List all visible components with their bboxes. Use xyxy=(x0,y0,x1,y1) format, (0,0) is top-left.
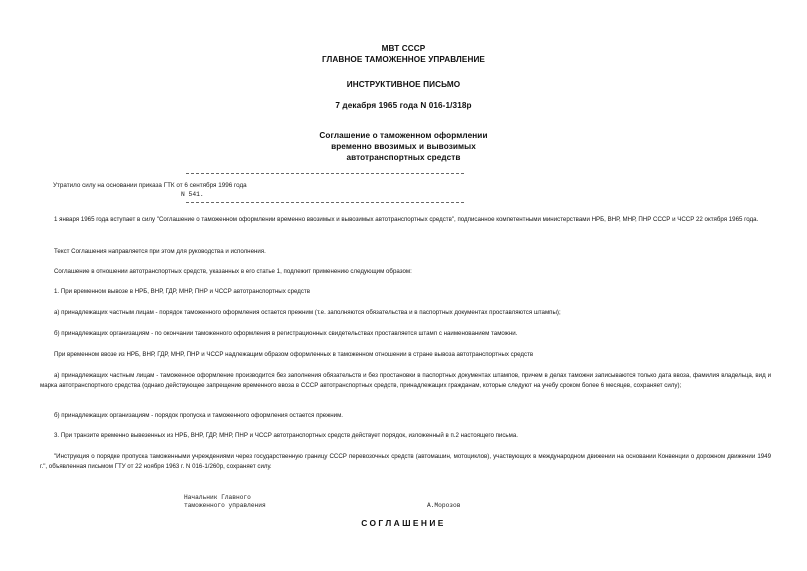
signature-position-line-2: таможенного управления xyxy=(184,502,266,509)
notice-number: N 541. xyxy=(181,191,204,198)
notice-top-rule xyxy=(186,173,464,174)
paragraph-import: При временном ввозе из НРБ, ВНР, ГДР, МНР, ПНР и ЧССР надлежащим образом оформленных в таможенном отношении в стране вывоза автотранспортных средств xyxy=(54,351,534,358)
paragraph-export: 1. При временном вывозе в НРБ, ВНР, ГДР, МНР, ПНР и ЧССР автотранспортных средств xyxy=(54,288,310,295)
document-type-heading: ИНСТРУКТИВНОЕ ПИСЬМО xyxy=(346,80,461,89)
ministry-heading: МВТ СССР xyxy=(381,44,426,53)
paragraph-application: Соглашение в отношении автотранспортных средств, указанных в его статье 1, подлежит применению следующим образом: xyxy=(54,268,412,275)
paragraph-effective-date: 1 января 1965 года вступает в силу "Соглашение о таможенном оформлении временно ввозимых и вывозимых автотранспортных средств", подписанное компетентными министерствами НРБ, ВНР, МНР, ПНР СССР и ЧССР 22 октября 1965 года. xyxy=(54,216,759,223)
title-line-3: автотранспортных средств xyxy=(346,153,461,162)
signature-name: А.Морозов xyxy=(427,502,461,509)
notice-bottom-rule xyxy=(186,202,464,203)
paragraph-import-private: а) принадлежащих частным лицам - таможенное оформление производится без заполнения обязательств и без простановки в паспортных документах штампов, причем в делах таможни записываются только дата ввоза, фамилия владельца, вид и марка автотранспортного средства (однако действующее запрещение временного ввоза в СССР автотранспортных средств, принадлежащих гражданам, которые следуют на учебу сроком более 6 месяцев, сохраняет силу); xyxy=(40,372,771,389)
signature-position-line-1: Начальник Главного xyxy=(184,494,251,501)
paragraph-import-organizations: б) принадлежащих организациям - порядок пропуска и таможенного оформления остается прежним. xyxy=(54,412,344,419)
paragraph-export-organizations: б) принадлежащих организациям - по окончании таможенного оформления в регистрационных свидетельствах проставляется штамп с наименованием таможни. xyxy=(54,330,518,337)
agreement-heading: СОГЛАШЕНИЕ xyxy=(361,518,446,528)
paragraph-export-private: а) принадлежащих частным лицам - порядок таможенного оформления остается прежним (т.е. заполняются обязательства и в паспортных документах проставляются штампы); xyxy=(54,309,561,316)
department-heading: ГЛАВНОЕ ТАМОЖЕННОЕ УПРАВЛЕНИЕ xyxy=(322,55,485,64)
paragraph-text-sent: Текст Соглашения направляется при этом для руководства и исполнения. xyxy=(54,248,266,255)
title-line-2: временно ввозимых и вывозимых xyxy=(331,142,476,151)
paragraph-instruction: "Инструкция о порядке пропуска таможенными учреждениями через государственную границу СССР перевозочных средств (автомашин, мотоциклов), участвующих в международном движении на основании Конвенции о дорожном движении 1949 г.", объявленная письмом ГТУ от 22 ноября 1963 г. N 016-1/260р, сохраняет силу. xyxy=(40,453,771,470)
date-number-heading: 7 декабря 1965 года N 016-1/318р xyxy=(335,101,472,110)
notice-text: Утратило силу на основании приказа ГТК от 6 сентября 1996 года xyxy=(53,182,247,189)
title-line-1: Соглашение о таможенном оформлении xyxy=(319,131,488,140)
paragraph-transit: 3. При транзите временно вывезенных из НРБ, ВНР, ГДР, МНР, ПНР и ЧССР автотранспортных средств действует порядок, изложенный в п.2 настоящего письма. xyxy=(54,432,518,439)
